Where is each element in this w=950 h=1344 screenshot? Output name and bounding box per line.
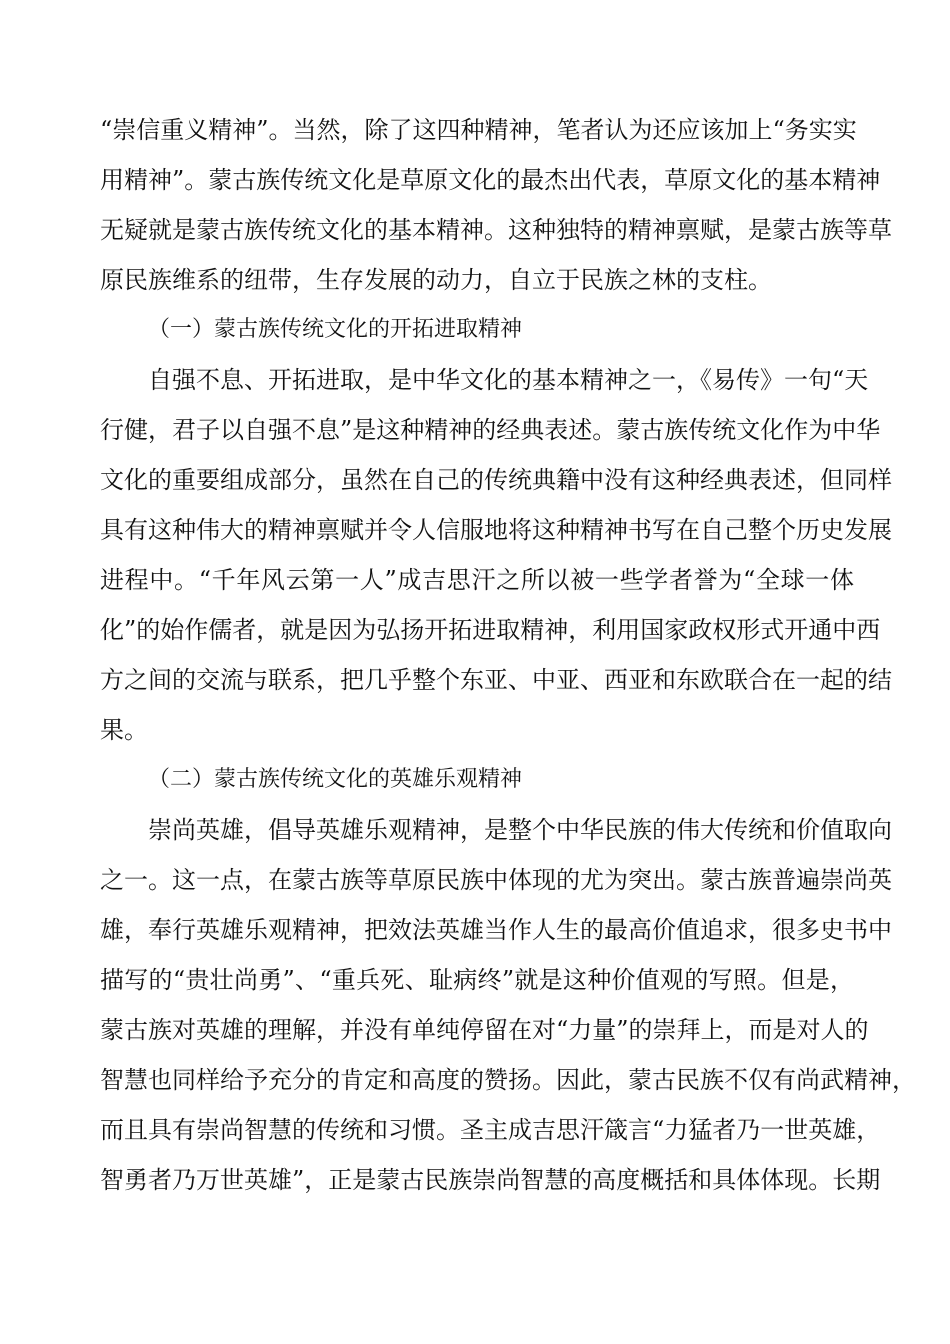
section1-line: 进程中。“千年风云第一人”成吉思汗之所以被一些学者誉为“全球一体 (100, 566, 854, 594)
section2-line: 智慧也同样给予充分的肯定和高度的赞扬。因此，蒙古民族不仅有尚武精神， (100, 1066, 916, 1094)
section2-line: 蒙古族对英雄的理解，并没有单纯停留在对“力量”的崇拜上，而是对人的 (100, 1016, 869, 1044)
section-heading-2: （二）蒙古族传统文化的英雄乐观精神 (148, 767, 523, 792)
section1-line: 行健，君子以自强不息”是这种精神的经典表述。蒙古族传统文化作为中华 (100, 416, 881, 444)
section1-line: 果。 (100, 716, 148, 744)
section1-line: 文化的重要组成部分，虽然在自己的传统典籍中没有这种经典表述，但同样 (100, 466, 892, 494)
section1-line: 自强不息、开拓进取，是中华文化的基本精神之一，《易传》一句“天 (148, 366, 869, 394)
intro-line: 原民族维系的纽带，生存发展的动力，自立于民族之林的支柱。 (100, 266, 772, 294)
section2-line: 崇尚英雄，倡导英雄乐观精神，是整个中华民族的伟大传统和价值取向 (148, 816, 892, 844)
intro-line: 无疑就是蒙古族传统文化的基本精神。这种独特的精神禀赋，是蒙古族等草 (100, 216, 892, 244)
section2-line: 之一。这一点，在蒙古族等草原民族中体现的尤为突出。蒙古族普遍崇尚英 (100, 866, 892, 894)
section1-line: 具有这种伟大的精神禀赋并令人信服地将这种精神书写在自己整个历史发展 (100, 516, 892, 544)
intro-line: “崇信重义精神”。当然，除了这四种精神，笔者认为还应该加上“务实实 (100, 116, 857, 144)
section2-line: 而且具有崇尚智慧的传统和习惯。圣主成吉思汗箴言“力猛者乃一世英雄， (100, 1116, 881, 1144)
section2-line: 雄，奉行英雄乐观精神，把效法英雄当作人生的最高价值追求，很多史书中 (100, 916, 892, 944)
section2-line: 智勇者乃万世英雄”，正是蒙古民族崇尚智慧的高度概括和具体体现。长期 (100, 1166, 881, 1194)
section-heading-1: （一）蒙古族传统文化的开拓进取精神 (148, 317, 523, 342)
section1-line: 方之间的交流与联系，把几乎整个东亚、中亚、西亚和东欧联合在一起的结 (100, 666, 892, 694)
section1-line: 化”的始作儒者，就是因为弘扬开拓进取精神，利用国家政权形式开通中西 (100, 616, 881, 644)
intro-line: 用精神”。蒙古族传统文化是草原文化的最杰出代表，草原文化的基本精神 (100, 166, 881, 194)
section2-line: 描写的“贵壮尚勇”、“重兵死、耻病终”就是这种价值观的写照。但是， (100, 966, 854, 994)
